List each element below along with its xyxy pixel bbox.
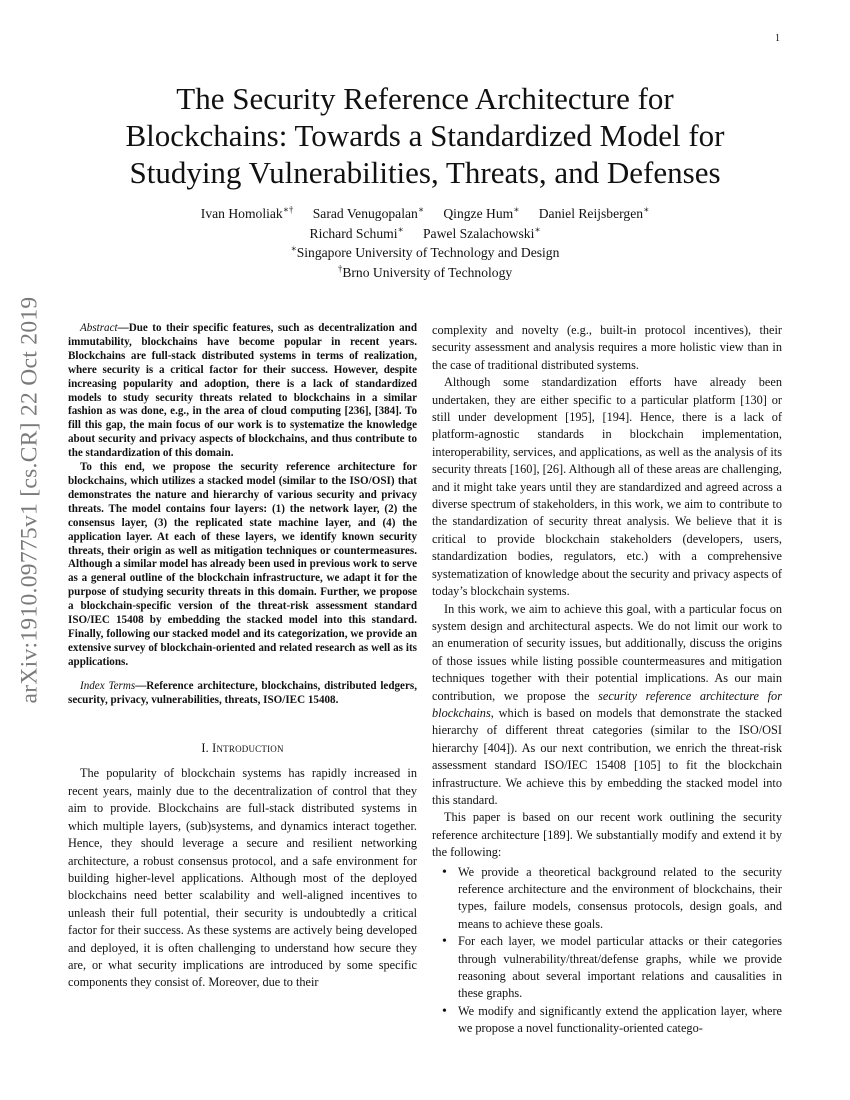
left-column: [68, 322, 417, 992]
abstract-paragraph: Abstract—Due to their specific features, such as decentralization and immutability, blockchains have become popular in recent years. Blockchains are full-stack distributed systems in terms of realization, where security is a critical factor for their success. However, despite increasing popularity and adoption, there is a lack of standardized models to study security threats related to blockchains in a similar fashion as was done, e.g., in the area of cloud computing [236], [384]. To fill this gap, the main focus of our work is to systematize the knowledge about security and privacy aspects of blockchains, and thus contribute to the standardization of this domain.: [68, 322, 417, 460]
abstract-paragraph: To this end, we propose the security reference architecture for blockchains, which utilizes a stacked model (similar to the ISO/OSI) that demonstrates the nature and hierarchy of various security and privacy threats. The model contains four layers: (1) the network layer, (2) the consensus layer, (3) the replicated state machine layer, and (4) the application layer. At each of these layers, we identify known security threats, their origin as well as mitigation techniques or countermeasures. Although a similar model has already been used in previous work to serve as a general outline of the blockchain infrastructure, we adapt it for the purpose of studying security threats in this domain. Further, we propose a blockchain-specific version of the threat-risk assessment standard ISO/IEC 15408 by embedding the stacked model into this standard. Finally, following our stacked model and its categorization, we provide an extensive survey of blockchain-oriented and related research as well as its applications.: [68, 461, 417, 668]
body-paragraph: complexity and novelty (e.g., built-in protocol incentives), their security assessment and analysis requires a more holistic view than in the case of traditional distributed systems.: [432, 323, 782, 372]
list-item: • For each layer, we model particular attacks or their categories through vulnerability/threat/defense graphs, while we provide reasoning about several important relations and causalities in these graphs.: [458, 933, 782, 1003]
body-paragraph: The popularity of blockchain systems has rapidly increased in recent years, mainly due to the decentralization of control that they aim to provide. Blockchains are full-stack distributed systems in which multiple layers, (sub)systems, and dynamics interact together. Hence, they should leverage a secure and resilient networking architecture, a robust consensus protocol, and a safe environment for building higher-level applications. Although most of the deployed blockchains need better scalability and well-aligned incentives to unleash their full potential, their security is undoubtedly a critical factor for their success. As these systems are actively being developed and deployed, it is often challenging to understand how secure they are, or what security implications are introduced by some specific components they consist of. Moreover, due to their: [68, 766, 417, 990]
page-number: 1: [775, 33, 780, 44]
body-paragraph: In this work, we aim to achieve this goal, with a particular focus on system design and architectural aspects. We do not limit our work to an enumeration of security issues, but additionally, discuss the origins of those issues while listing possible countermeasures and mitigation techniques together with their potential implications. As our main contribution, we propose the security reference architecture for blockchains, which is based on models that demonstrate the stacked hierarchy of different threat categories (similar to the ISO/OSI hierarchy [404]). As our next contribution, we enrich the threat-risk assessment standard ISO/IEC 15408 [105] to fit the blockchain infrastructure. We achieve this by embedding the stacked model into this standard.: [432, 601, 782, 807]
right-column: [432, 322, 782, 1038]
abstract: [68, 322, 417, 707]
body-paragraph: This paper is based on our recent work outlining the security reference architecture [189]. We substantially modify and extend it by the following:: [432, 810, 782, 860]
author: Richard Schumi∗: [309, 223, 404, 241]
title-line: The Security Reference Architecture for: [176, 81, 674, 116]
list-item: • We provide a theoretical background related to the security reference architecture and the environment of blockchains, their types, failure models, consensus protocols, design goals, and means to achieve these goals.: [458, 864, 782, 934]
author-row: [70, 204, 780, 224]
author: Qingze Hum∗: [443, 204, 520, 221]
title-line: Studying Vulnerabilities, Threats, and Defenses: [129, 155, 721, 190]
contribution-list: [432, 864, 782, 1038]
body-paragraph: Although some standardization efforts have already been undertaken, they are either specific to a particular platform [130] or still under development [195], [194]. Hence, there is a lack of platform-agnostic standards in blockchain implementation, interoperability, services, and applications, as well as the analysis of its security threats [160], [26]. Although all of these areas are challenging, and it might take years until they are standardized and agreed across a diverse spectrum of stakeholders, in this work, we aim to contribute to the standardization of security threat analysis. We believe that it is critical to provide blockchain stakeholders (developers, users, standardization bodies, regulators, etc.) with a comprehensive systematization of knowledge about the security and privacy aspects of today’s blockchain systems.: [432, 375, 783, 599]
author: Pawel Szalachowski∗: [423, 223, 541, 241]
author: Ivan Homoliak∗†: [200, 204, 294, 221]
author: Daniel Reijsbergen∗: [538, 204, 650, 221]
paper-title: [70, 80, 780, 191]
affiliation: †Brno University of Technology: [337, 262, 513, 280]
title-line: Blockchains: Towards a Standardized Model for: [125, 118, 725, 153]
author-row: [70, 224, 780, 244]
affiliation: ∗Singapore University of Technology and Design: [290, 243, 560, 260]
author-block: [70, 204, 780, 282]
introduction-text: [68, 765, 417, 991]
section-heading: I. Introduction: [201, 741, 284, 756]
index-terms: Index Terms—Reference architecture, blockchains, distributed ledgers, security, privacy, vulnerabilities, threats, ISO/IEC 15408.: [68, 679, 417, 706]
arxiv-sidebar: [10, 296, 50, 704]
arxiv-identifier: arXiv:1910.09775v1 [cs.CR] 22 Oct 2019: [16, 296, 43, 704]
author: Sarad Venugopalan∗: [312, 204, 424, 221]
list-item: • We modify and significantly extend the application layer, where we propose a novel functionality-oriented catego-: [458, 1003, 782, 1038]
